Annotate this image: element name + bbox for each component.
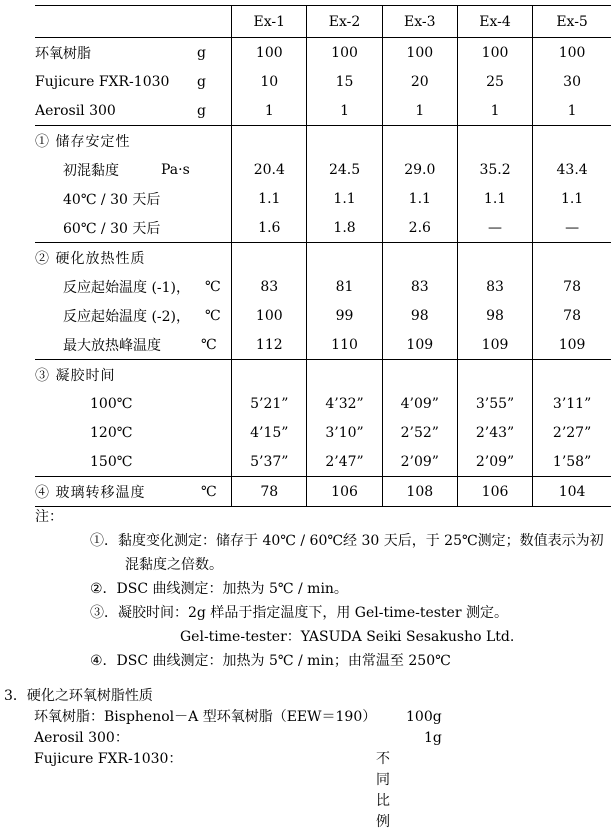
table-cell bbox=[533, 360, 611, 390]
table-cell: 108 bbox=[382, 477, 457, 507]
table-cell bbox=[232, 126, 307, 156]
row-label-cell bbox=[35, 96, 232, 126]
table-row bbox=[35, 301, 611, 330]
table-row bbox=[35, 418, 611, 447]
table-row bbox=[35, 38, 611, 68]
table-cell: 1.1 bbox=[307, 184, 382, 213]
row-label: 40℃ / 30 天后 bbox=[63, 191, 161, 208]
table-cell bbox=[307, 243, 382, 273]
table-cell: 100 bbox=[307, 38, 382, 68]
table-cell bbox=[232, 243, 307, 273]
table-cell: 1.8 bbox=[307, 213, 382, 243]
table-cell bbox=[382, 126, 457, 156]
table-cell: 3’55” bbox=[457, 389, 532, 418]
table-cell: 104 bbox=[533, 477, 611, 507]
table-row bbox=[35, 213, 611, 243]
table-cell: — bbox=[533, 213, 611, 243]
composition-row bbox=[4, 749, 390, 830]
table-cell bbox=[307, 360, 382, 390]
row-label-cell bbox=[35, 301, 232, 330]
results-table bbox=[35, 5, 611, 507]
table-cell: 1 bbox=[382, 96, 457, 126]
column-header: Ex-4 bbox=[457, 6, 532, 38]
notes-block bbox=[35, 505, 604, 673]
table-cell: 2’52” bbox=[382, 418, 457, 447]
table-cell: 106 bbox=[457, 477, 532, 507]
row-label: 初混黏度 bbox=[63, 162, 119, 179]
row-label-cell bbox=[35, 389, 232, 418]
row-label-cell bbox=[35, 330, 232, 360]
column-header: Ex-1 bbox=[232, 6, 307, 38]
table-cell: 100 bbox=[382, 38, 457, 68]
row-label-cell bbox=[35, 155, 232, 184]
table-row bbox=[35, 67, 611, 96]
row-label-cell bbox=[35, 184, 232, 213]
row-label: 150℃ bbox=[90, 453, 133, 470]
table-cell: 2’43” bbox=[457, 418, 532, 447]
table-cell: 100 bbox=[232, 38, 307, 68]
composition-value: 100g bbox=[406, 709, 442, 725]
table-cell: 83 bbox=[382, 272, 457, 301]
section-row bbox=[35, 126, 611, 156]
row-label: 环氧树脂 bbox=[35, 45, 91, 62]
composition-value: 不同比例 bbox=[376, 751, 390, 830]
table-cell: 1 bbox=[307, 96, 382, 126]
table-cell: 100 bbox=[533, 38, 611, 68]
table-cell: 5’21” bbox=[232, 389, 307, 418]
table-cell bbox=[382, 360, 457, 390]
row-label: Aerosil 300 bbox=[35, 102, 116, 119]
table-cell bbox=[232, 360, 307, 390]
table-cell: 83 bbox=[232, 272, 307, 301]
notes-heading: 注： bbox=[35, 509, 63, 525]
table-cell: 2.6 bbox=[382, 213, 457, 243]
table-cell: 1.1 bbox=[232, 184, 307, 213]
table-cell bbox=[533, 243, 611, 273]
note-2: ②．DSC 曲线测定：加热为 5℃ / min。 bbox=[90, 581, 348, 597]
header-blank bbox=[35, 6, 232, 38]
column-header: Ex-5 bbox=[533, 6, 611, 38]
table-cell: — bbox=[457, 213, 532, 243]
table-cell bbox=[457, 360, 532, 390]
note-4: ④．DSC 曲线测定：加热为 5℃ / min；由常温至 250℃ bbox=[90, 653, 451, 669]
table-cell: 1.1 bbox=[457, 184, 532, 213]
composition-row bbox=[4, 707, 442, 728]
table-cell: 78 bbox=[533, 272, 611, 301]
row-unit: ℃ bbox=[205, 278, 221, 295]
row-label: 最大放热峰温度 bbox=[63, 337, 161, 354]
row-label-cell bbox=[35, 447, 232, 477]
table-cell: 109 bbox=[457, 330, 532, 360]
table-cell: 1 bbox=[533, 96, 611, 126]
table-row bbox=[35, 96, 611, 126]
note-1: ①．黏度变化测定：储存于 40℃ / 60℃经 30 天后，于 25℃测定；数值表示为初 bbox=[90, 533, 604, 549]
row-label-cell bbox=[35, 272, 232, 301]
row-label: 反应起始温度 (-2)， bbox=[63, 308, 191, 325]
table-cell: 15 bbox=[307, 67, 382, 96]
table-cell bbox=[382, 243, 457, 273]
section-3 bbox=[4, 686, 442, 830]
section-label: ④ 玻璃转移温度 bbox=[35, 484, 146, 501]
composition-label: Aerosil 300： bbox=[34, 730, 129, 746]
table-cell: 100 bbox=[232, 301, 307, 330]
row-unit: ℃ bbox=[201, 483, 217, 500]
composition-label: 环氧树脂：Bisphenol－A 型环氧树脂（EEW＝190） bbox=[34, 709, 377, 725]
table-cell: 106 bbox=[307, 477, 382, 507]
table-cell: 112 bbox=[232, 330, 307, 360]
row-label-cell bbox=[35, 38, 232, 68]
row-unit: Pa·s bbox=[161, 161, 190, 178]
table-row bbox=[35, 184, 611, 213]
table-cell: 98 bbox=[457, 301, 532, 330]
table-cell: 1.1 bbox=[382, 184, 457, 213]
row-label: 60℃ / 30 天后 bbox=[63, 220, 161, 237]
section-label: ③ 凝胶时间 bbox=[35, 360, 232, 390]
table-cell: 2’09” bbox=[457, 447, 532, 477]
table-row bbox=[35, 389, 611, 418]
row-label-cell bbox=[35, 477, 232, 507]
column-header: Ex-2 bbox=[307, 6, 382, 38]
table-row bbox=[35, 447, 611, 477]
section-label: ② 硬化放热性质 bbox=[35, 243, 232, 273]
table-cell: 78 bbox=[533, 301, 611, 330]
row-label-cell bbox=[35, 418, 232, 447]
table-cell: 1’58” bbox=[533, 447, 611, 477]
table-cell: 5’37” bbox=[232, 447, 307, 477]
table-cell: 24.5 bbox=[307, 155, 382, 184]
table-cell: 29.0 bbox=[382, 155, 457, 184]
note-3-continued: Gel-time-tester：YASUDA Seiki Sesakusho Ltd. bbox=[180, 629, 515, 645]
row-label: 反应起始温度 (-1)， bbox=[63, 279, 191, 296]
composition-label: Fujicure FXR-1030： bbox=[34, 751, 183, 767]
table-cell: 78 bbox=[232, 477, 307, 507]
table-cell: 1 bbox=[232, 96, 307, 126]
table-cell: 3’11” bbox=[533, 389, 611, 418]
section-row bbox=[35, 360, 611, 390]
table-cell: 1.1 bbox=[533, 184, 611, 213]
table-cell: 81 bbox=[307, 272, 382, 301]
table-cell: 30 bbox=[533, 67, 611, 96]
row-unit: ℃ bbox=[201, 336, 217, 353]
row-label: 120℃ bbox=[90, 424, 133, 441]
table-cell bbox=[457, 126, 532, 156]
table-cell: 2’09” bbox=[382, 447, 457, 477]
row-unit: g bbox=[197, 44, 206, 61]
table-cell: 3’10” bbox=[307, 418, 382, 447]
table-cell: 4’09” bbox=[382, 389, 457, 418]
row-label-cell bbox=[35, 67, 232, 96]
note-3: ③．凝胶时间：2g 样品于指定温度下，用 Gel-time-tester 测定。 bbox=[90, 605, 508, 621]
table-cell bbox=[533, 126, 611, 156]
row-label-cell bbox=[35, 213, 232, 243]
table-cell: 99 bbox=[307, 301, 382, 330]
note-1-continued: 混黏度之倍数。 bbox=[125, 557, 223, 573]
table-row bbox=[35, 272, 611, 301]
table-cell: 100 bbox=[457, 38, 532, 68]
table-cell bbox=[457, 243, 532, 273]
table-cell: 10 bbox=[232, 67, 307, 96]
table-row bbox=[35, 477, 611, 507]
row-unit: g bbox=[197, 102, 206, 119]
row-unit: ℃ bbox=[205, 307, 221, 324]
row-label: 100℃ bbox=[90, 395, 133, 412]
table-cell bbox=[307, 126, 382, 156]
row-label: Fujicure FXR-1030 bbox=[35, 73, 170, 90]
section-3-title: 3．硬化之环氧树脂性质 bbox=[4, 688, 153, 704]
table-cell: 25 bbox=[457, 67, 532, 96]
table-cell: 43.4 bbox=[533, 155, 611, 184]
table-row bbox=[35, 330, 611, 360]
composition-value: 1g bbox=[424, 730, 442, 746]
table-cell: 109 bbox=[533, 330, 611, 360]
table-header-row bbox=[35, 6, 611, 38]
table-cell: 110 bbox=[307, 330, 382, 360]
table-cell: 35.2 bbox=[457, 155, 532, 184]
table-cell: 4’32” bbox=[307, 389, 382, 418]
table-cell: 4’15” bbox=[232, 418, 307, 447]
table-row bbox=[35, 155, 611, 184]
table-cell: 2’27” bbox=[533, 418, 611, 447]
section-row bbox=[35, 243, 611, 273]
table-cell: 20 bbox=[382, 67, 457, 96]
composition-row bbox=[4, 728, 442, 749]
table-cell: 109 bbox=[382, 330, 457, 360]
table-cell: 98 bbox=[382, 301, 457, 330]
table-cell: 1 bbox=[457, 96, 532, 126]
table-cell: 83 bbox=[457, 272, 532, 301]
column-header: Ex-3 bbox=[382, 6, 457, 38]
table-cell: 1.6 bbox=[232, 213, 307, 243]
section-label: ① 储存安定性 bbox=[35, 126, 232, 156]
table-cell: 2’47” bbox=[307, 447, 382, 477]
row-unit: g bbox=[197, 73, 206, 90]
table-cell: 20.4 bbox=[232, 155, 307, 184]
